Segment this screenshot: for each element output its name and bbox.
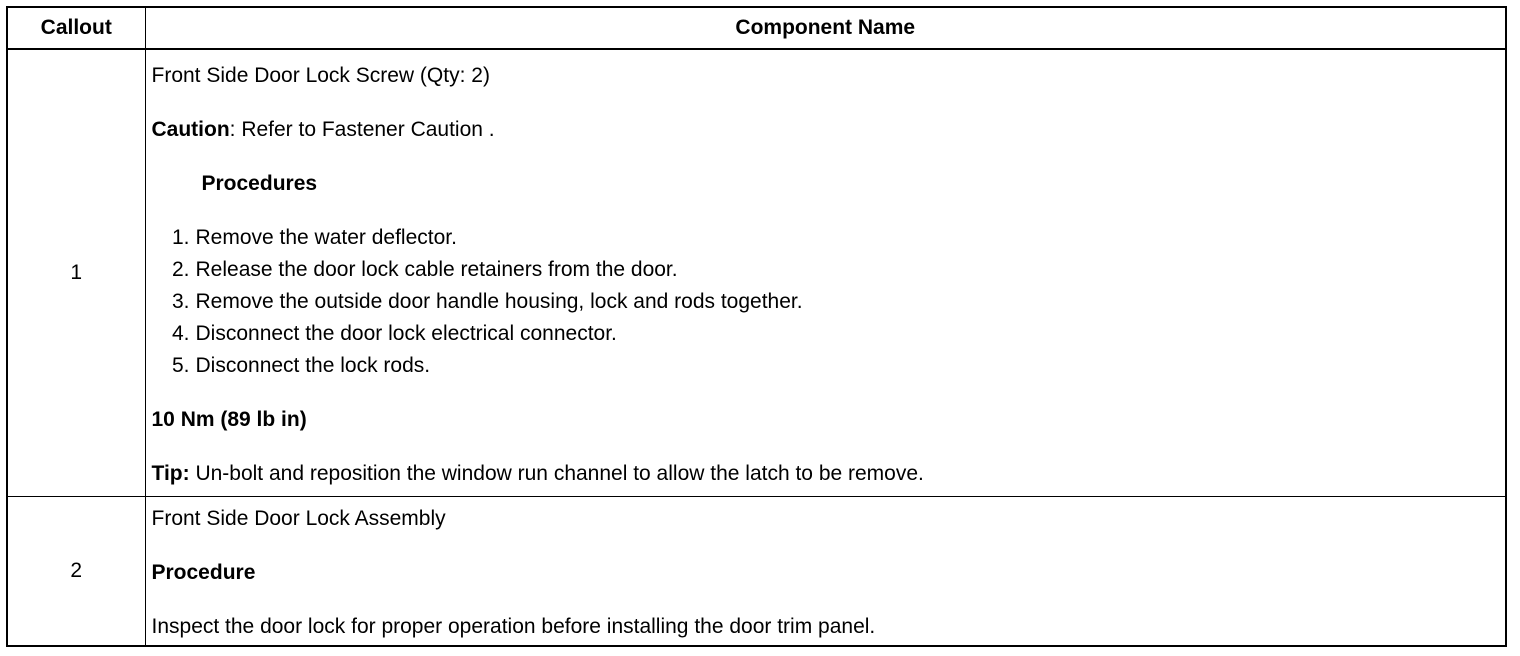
step-number: 2. <box>171 257 190 281</box>
step-text: Disconnect the door lock electrical connector. <box>195 321 617 345</box>
step-text: Release the door lock cable retainers from the door. <box>195 257 678 281</box>
caution-text: : Refer to Fastener Caution . <box>229 117 495 141</box>
callout-column-header: Callout <box>7 7 145 49</box>
procedure-text: Inspect the door lock for proper operation before installing the door trim panel. <box>151 614 876 638</box>
component-name-column-header: Component Name <box>145 7 1506 49</box>
step-number: 5. <box>171 353 190 377</box>
component-name: Front Side Door Lock Screw (Qty: 2) <box>151 63 490 87</box>
callout-cell: 1 <box>7 49 145 496</box>
caution-note <box>152 114 1500 146</box>
procedure-step <box>152 318 1500 350</box>
component-table <box>6 6 1507 647</box>
step-text: Remove the outside door handle housing, lock and rods together. <box>195 289 803 313</box>
procedures-heading: Procedures <box>201 171 318 195</box>
component-name: Front Side Door Lock Assembly <box>151 506 446 530</box>
step-text: Disconnect the lock rods. <box>195 353 431 377</box>
callout-cell: 2 <box>7 496 145 646</box>
procedure-step <box>152 350 1500 382</box>
step-number: 4. <box>171 321 190 345</box>
tip-label: Tip: <box>151 461 190 485</box>
procedure-step <box>152 254 1500 286</box>
procedure-heading: Procedure <box>151 560 256 584</box>
procedure-step <box>152 286 1500 318</box>
table-row <box>7 49 1506 496</box>
step-number: 1. <box>171 225 190 249</box>
tip-note <box>152 458 1500 490</box>
header-row <box>7 7 1506 49</box>
component-name-cell <box>145 49 1506 496</box>
tip-text: Un-bolt and reposition the window run channel to allow the latch to be remove. <box>189 461 924 485</box>
torque-spec: 10 Nm (89 lb in) <box>151 407 307 431</box>
component-name-cell <box>145 496 1506 646</box>
step-text: Remove the water deflector. <box>195 225 457 249</box>
caution-label: Caution <box>151 117 230 141</box>
table-body <box>7 49 1506 646</box>
procedure-step <box>152 222 1500 254</box>
table-header <box>7 7 1506 49</box>
procedure-steps <box>152 222 1500 382</box>
table-row <box>7 496 1506 646</box>
step-number: 3. <box>171 289 190 313</box>
